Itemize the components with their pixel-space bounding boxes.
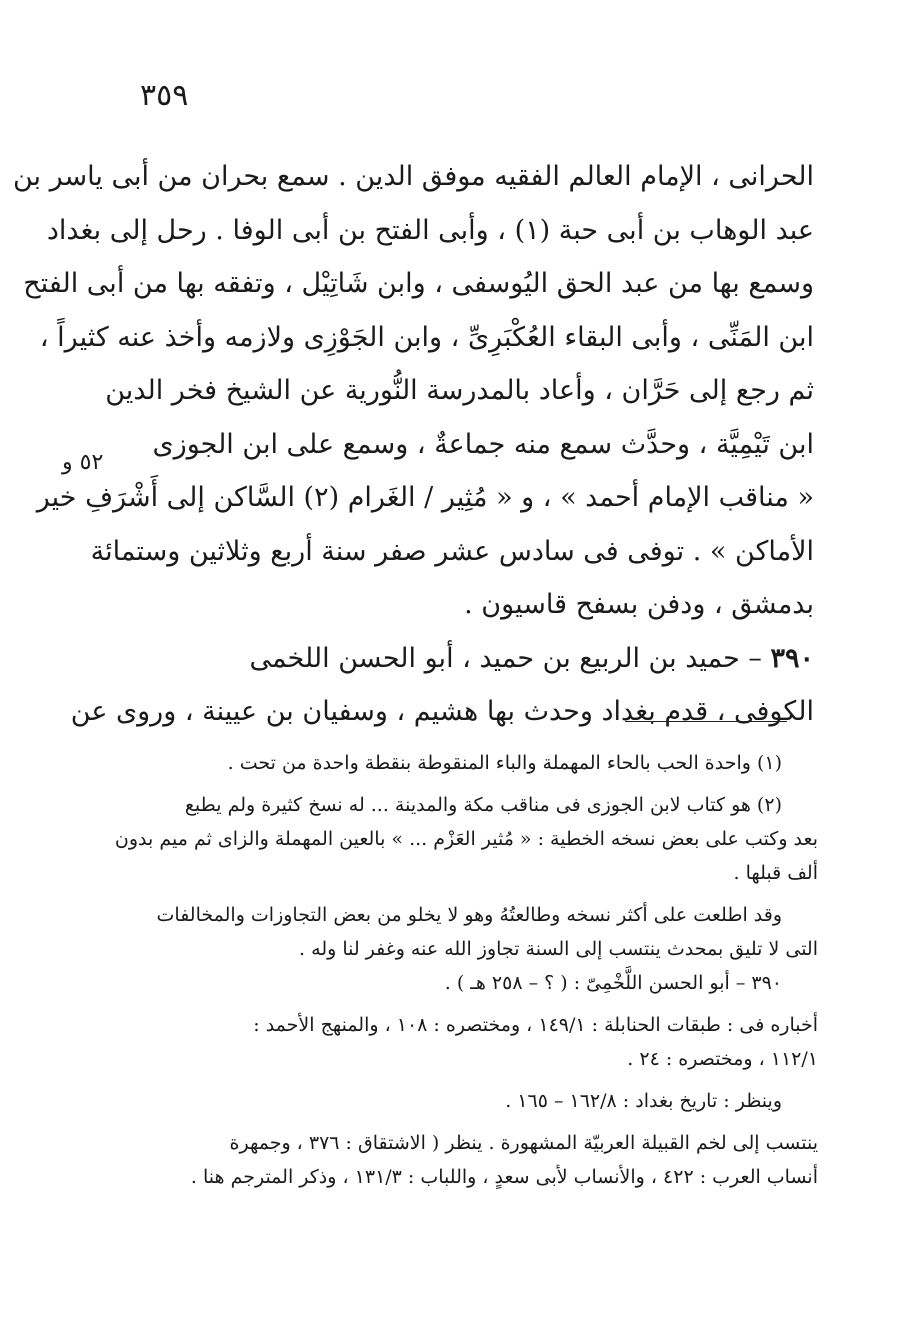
footnote-line: وينظر : تاريخ بغداد : ١٦٢/٨ – ١٦٥ . [505, 1090, 782, 1112]
footnote-divider [625, 721, 787, 722]
footnote-line: (١) واحدة الحب بالحاء المهملة والباء المنقوطة بنقطة واحدة من تحت . [227, 752, 782, 774]
footnote-line: ١١٢/١ ، ومختصره : ٢٤ . [627, 1048, 818, 1070]
footnote-line: (٢) هو كتاب لابن الجوزى فى مناقب مكة والمدينة ... له نسخ كثيرة ولم يطبع [184, 794, 782, 816]
text-line: الأماكن » . توفى فى سادس عشر صفر سنة أربع وثلاثين وستمائة [90, 535, 814, 567]
footnote-line: بعد وكتب على بعض نسخه الخطية : « مُثير العَزْم ... » بالعين المهملة والزاى ثم ميم بدون [114, 828, 818, 850]
footnote-line: وقد اطلعت على أكثر نسخه وطالعتُهُ وهو لا يخلو من بعض التجاوزات والمخالفات [156, 904, 782, 926]
footnote-line: ألف قبلها . [733, 862, 818, 884]
text-line: بدمشق ، ودفن بسفح قاسيون . [464, 589, 814, 620]
text-line: عبد الوهاب بن أبى حبة (١) ، وأبى الفتح بن أبى الوفا . رحل إلى بغداد [46, 214, 814, 246]
margin-folio-note: ٥٢ و [62, 450, 104, 475]
footnote-line: أنساب العرب : ٤٢٢ ، والأنساب لأبى سعدٍ ، واللباب : ١٣١/٣ ، وذكر المترجم هنا . [190, 1166, 818, 1188]
footnotes [114, 746, 818, 1194]
entry-number: ٣٩٠ [770, 642, 814, 674]
text-line: الحرانى ، الإمام العالم الفقيه موفق الدين . سمع بحران من أبى ياسر بن [12, 161, 814, 192]
text-line: ابن تَيْمِيَّة ، وحدَّث سمع منه جماعةٌ ، وسمع على ابن الجوزى [152, 428, 814, 460]
entry-title: – حميد بن الربيع بن حميد ، أبو الحسن اللخمى [249, 642, 771, 674]
text-line: « مناقب الإمام أحمد » ، و « مُثِير / الغَرام (٢) السَّاكن إلى أَشْرَفِ خير [36, 482, 814, 513]
page-number: ٣٥٩ [140, 78, 189, 113]
text-line: ثم رجع إلى حَرَّان ، وأعاد بالمدرسة النُّورية عن الشيخ فخر الدين [105, 375, 814, 406]
text-line: ابن المَنِّى ، وأبى البقاء العُكْبَرِىِّ ، وابن الجَوْزِى ولازمه وأخذ عنه كثيراً ، [39, 321, 814, 353]
text-line: الكوفى ، قدم بغداد وحدث بها هشيم ، وسفيان بن عيينة ، وروى عن [70, 696, 814, 727]
text-line: وسمع بها من عبد الحق اليُوسفى ، وابن شَاتِيْل ، وتفقه بها من أبى الفتح [23, 268, 814, 299]
footnote-line: ٣٩٠ – أبو الحسن اللَّخْمِىّ : ( ؟ – ٢٥٨ هـ ) . [444, 972, 782, 994]
footnote-line: ينتسب إلى لخم القبيلة العربيّة المشهورة . ينظر ( الاشتقاق : ٣٧٦ ، وجمهرة [229, 1132, 818, 1154]
entry-heading-line [118, 632, 814, 686]
footnote-line: التى لا تليق بمحدث ينتسب إلى السنة تجاوز الله عنه وغفر لنا وله . [299, 938, 818, 960]
footnote-line: أخباره فى : طبقات الحنابلة : ١٤٩/١ ، ومختصره : ١٠٨ ، والمنهج الأحمد : [253, 1014, 818, 1036]
